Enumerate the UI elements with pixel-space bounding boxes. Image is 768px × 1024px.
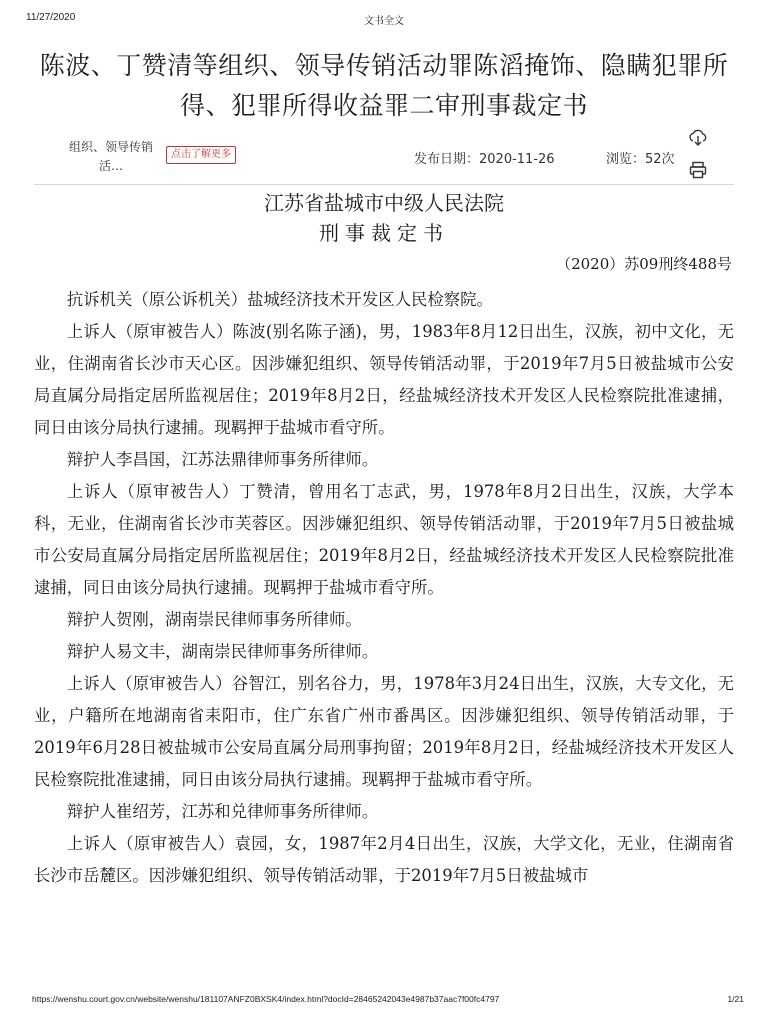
- print-footer: [32, 994, 744, 1008]
- court-name: 江苏省盐城市中级人民法院: [264, 191, 504, 215]
- case-number: （2020）苏09刑终488号: [556, 255, 732, 273]
- print-header: [0, 6, 768, 27]
- case-cause-label[interactable]: 组织、领导传销活…: [68, 140, 153, 173]
- printer-icon[interactable]: [688, 160, 708, 180]
- paragraph: 辩护人李昌国，江苏法鼎律师事务所律师。: [66, 450, 379, 469]
- paragraph: 上诉人（原审被告人）陈波(别名陈子涵)，男，1983年8月12日出生，汉族，初中文化，无业，住湖南省长沙市天心区。因涉嫌犯组织、领导传销活动罪，于2019年7月5日被盐城市公安局直属分局指定居所监视居住；2019年8月2日，经盐城经济技术开发区人民检察院批准逮捕，同日由该分局执行逮捕。现羁押于盐城市看守所。: [34, 322, 734, 437]
- paragraph: 上诉人（原审被告人）袁园，女，1987年2月4日出生，汉族，大学文化，无业，住湖南省长沙市岳麓区。因涉嫌犯组织、领导传销活动罪，于2019年7月5日被盐城市: [34, 834, 734, 885]
- paragraph: 辩护人易文丰，湖南崇民律师事务所律师。: [66, 642, 379, 661]
- document-meta-bar: [34, 132, 734, 185]
- document-type: 刑事裁定书: [319, 221, 449, 245]
- view-count: 浏览：52次: [606, 152, 675, 167]
- print-header-label: 文书全文: [364, 16, 404, 27]
- print-date: 11/27/2020: [26, 12, 76, 23]
- paragraph: 抗诉机关（原公诉机关）盐城经济技术开发区人民检察院。: [66, 290, 493, 309]
- paragraph: 上诉人（原审被告人）谷智江，别名谷力，男，1978年3月24日出生，汉族，大专文化，无业，户籍所在地湖南省耒阳市，住广东省广州市番禺区。因涉嫌犯组织、领导传销活动罪，于2019年6月28日被盐城市公安局直属分局刑事拘留；2019年8月2日，经盐城经济技术开发区人民检察院批准逮捕，同日由该分局执行逮捕。现羁押于盐城市看守所。: [34, 674, 734, 789]
- cloud-download-icon[interactable]: [688, 128, 708, 148]
- learn-more-button[interactable]: 点击了解更多: [166, 146, 236, 164]
- paragraph: 上诉人（原审被告人）丁赞清，曾用名丁志武，男，1978年8月2日出生，汉族，大学本科，无业，住湖南省长沙市芙蓉区。因涉嫌犯组织、领导传销活动罪，于2019年7月5日被盐城市公安局直属分局指定居所监视居住；2019年8月2日，经盐城经济技术开发区人民检察院批准逮捕，同日由该分局执行逮捕。现羁押于盐城市看守所。: [34, 482, 734, 597]
- document-body: [34, 284, 734, 892]
- paragraph: 辩护人贺刚，湖南崇民律师事务所律师。: [66, 610, 362, 629]
- publish-date: 发布日期：2020-11-26: [414, 152, 555, 167]
- paragraph: 辩护人崔绍芳，江苏和兑律师事务所律师。: [66, 802, 379, 821]
- document-title: 陈波、丁赞清等组织、领导传销活动罪陈滔掩饰、隐瞒犯罪所得、犯罪所得收益罪二审刑事裁定书: [39, 51, 729, 120]
- page-url: https://wenshu.court.gov.cn/website/wenshu/181107ANFZ0BXSK4/index.html?docId=28465242043e4987b37aac7f00fc4797: [32, 994, 500, 1004]
- page-number: 1/21: [727, 994, 744, 1004]
